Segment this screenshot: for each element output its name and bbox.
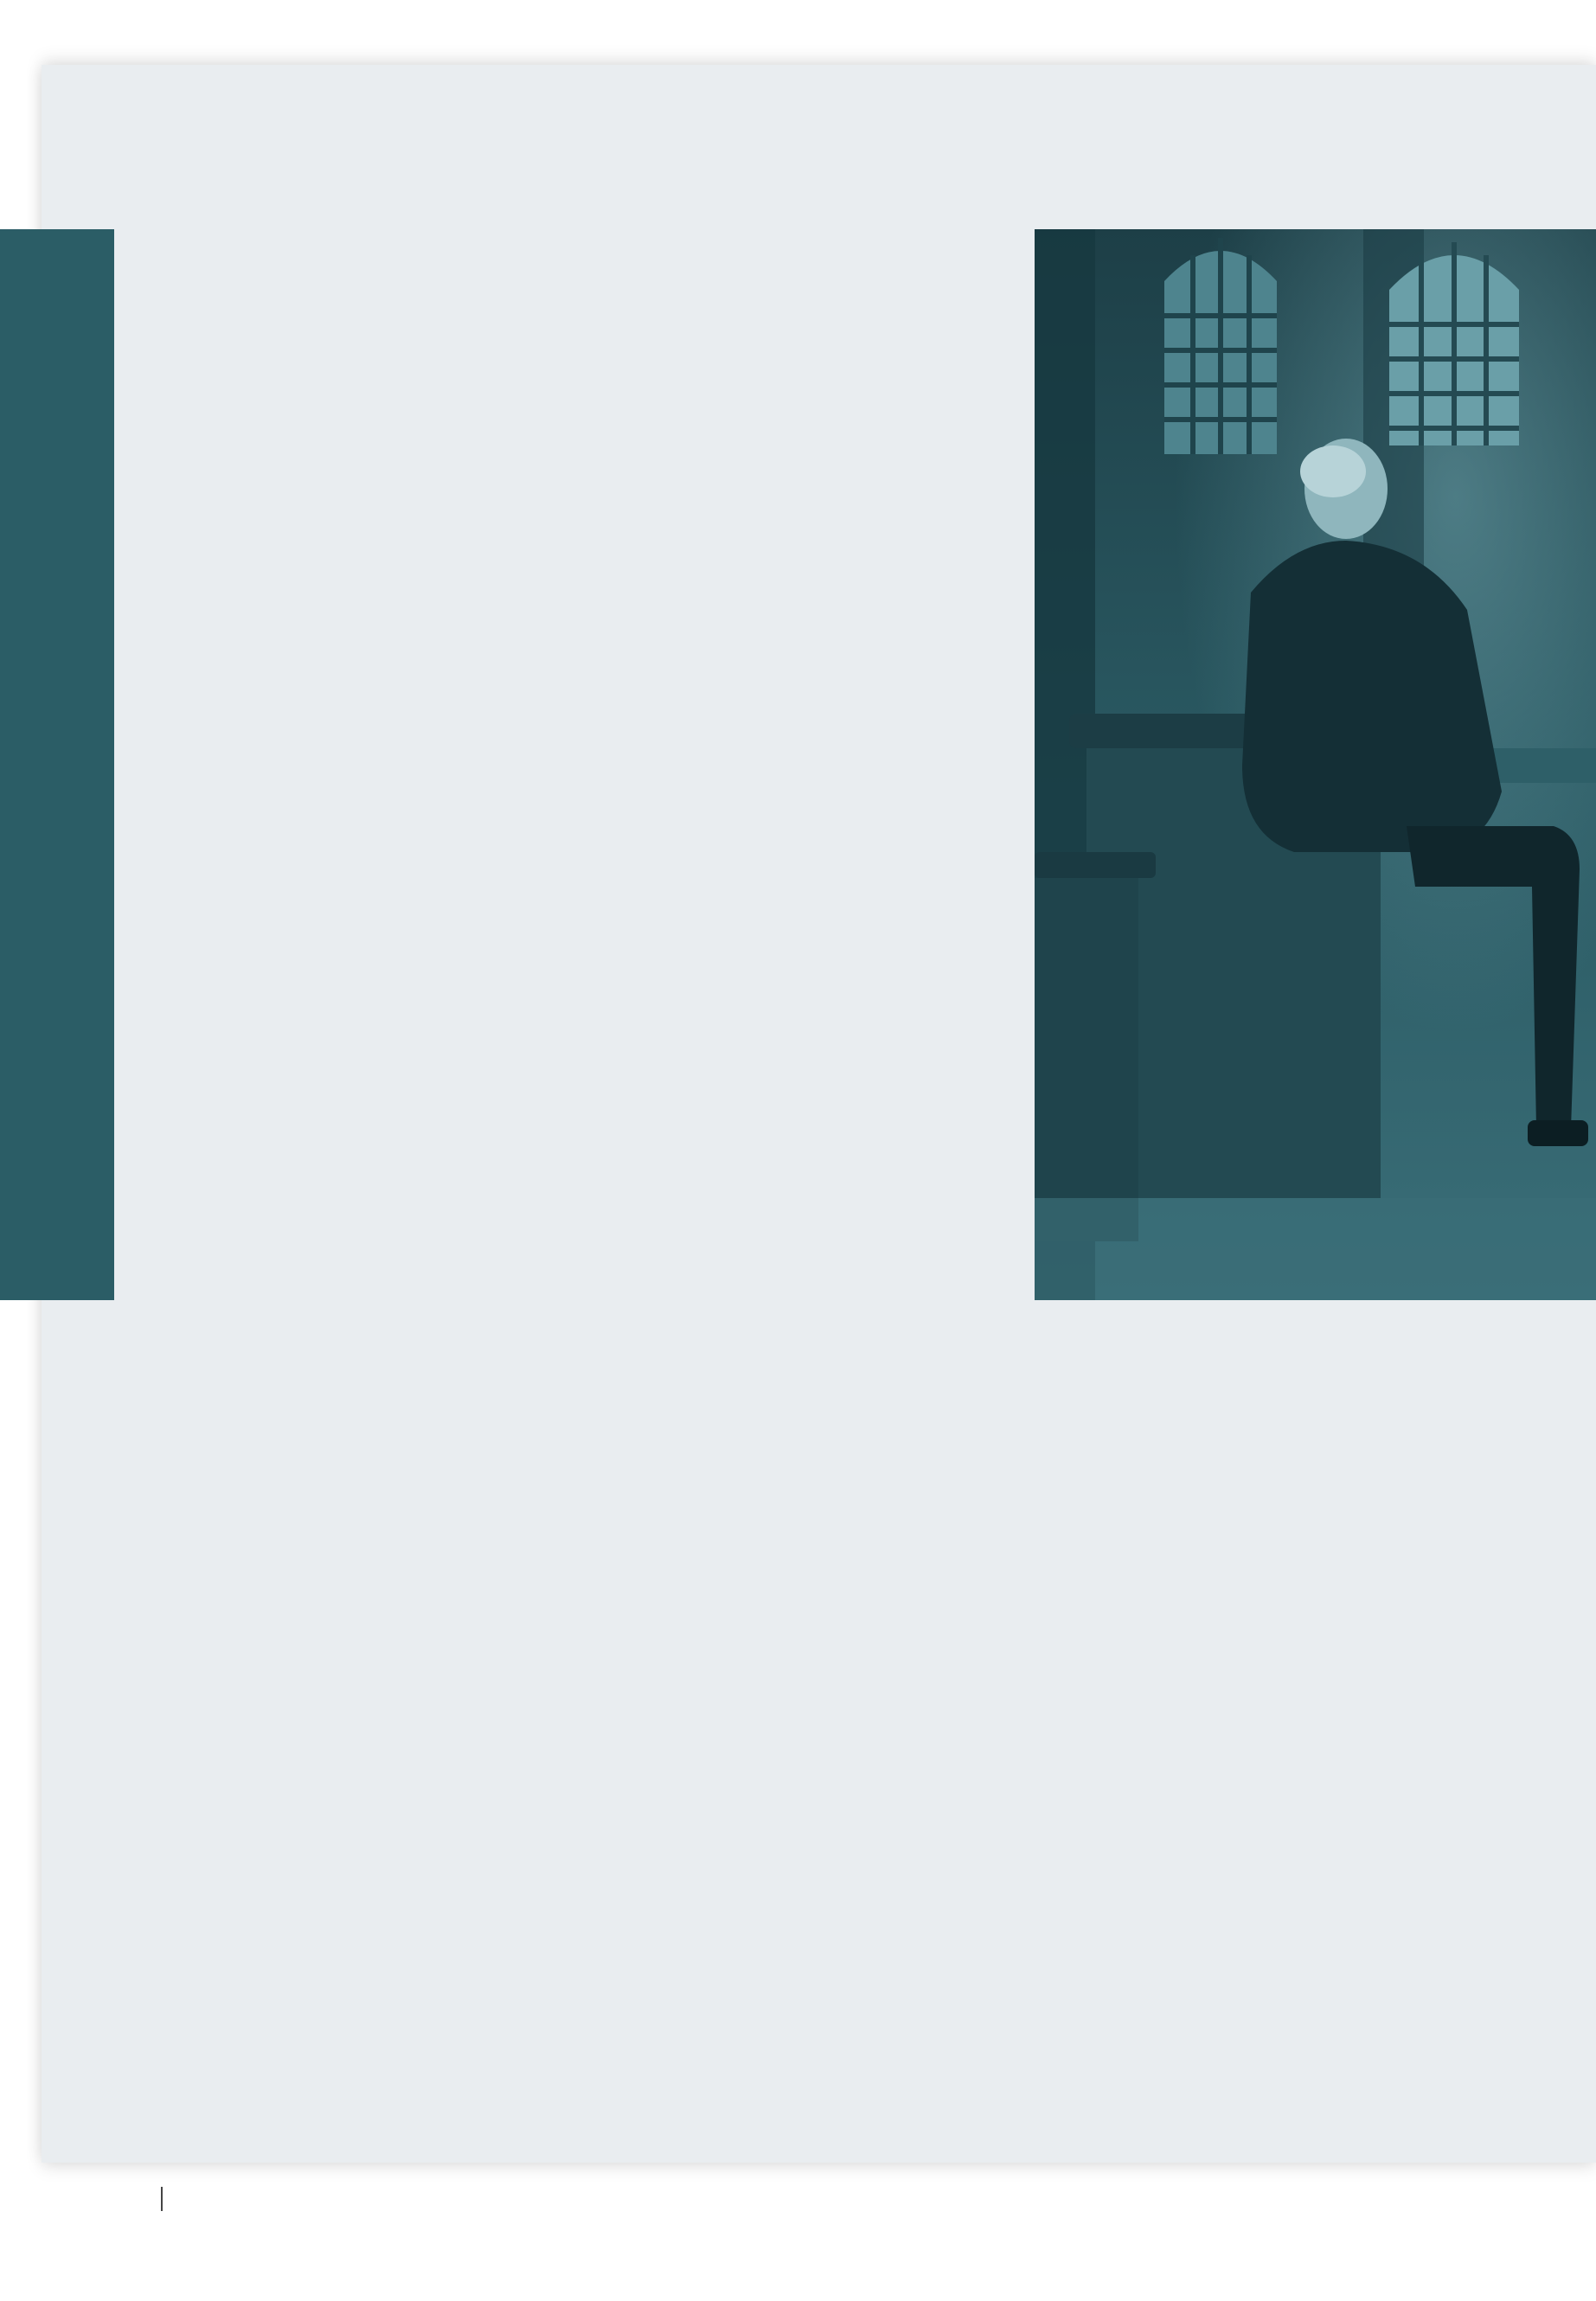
text-line xyxy=(190,756,571,794)
text-line xyxy=(611,1327,991,1365)
text-line xyxy=(611,642,991,680)
text-line xyxy=(190,413,571,452)
text-line xyxy=(611,756,991,794)
text-line xyxy=(190,1213,571,1251)
text-line xyxy=(190,1784,571,1822)
text-line xyxy=(611,490,991,528)
window-right xyxy=(1389,242,1519,445)
text-line xyxy=(611,1936,991,1974)
text-line xyxy=(611,1860,991,1898)
text-line xyxy=(611,1479,991,1517)
text-line xyxy=(190,1175,571,1213)
text-line xyxy=(190,946,571,984)
text-line xyxy=(190,1289,571,1327)
text-line xyxy=(190,261,571,299)
text-line xyxy=(190,1974,571,2012)
text-line xyxy=(190,1746,571,1784)
text-line xyxy=(190,1555,571,1593)
text-line xyxy=(611,566,991,604)
text-line xyxy=(190,1708,571,1746)
text-line xyxy=(611,1822,991,1860)
article-column-2 xyxy=(611,223,991,2088)
text-line xyxy=(611,946,991,984)
footer-divider xyxy=(161,2187,163,2211)
text-line xyxy=(611,1441,991,1479)
text-line xyxy=(611,908,991,946)
text-line xyxy=(611,1746,991,1784)
text-line xyxy=(190,908,571,946)
text-line xyxy=(190,452,571,490)
text-line xyxy=(611,1784,991,1822)
text-line xyxy=(190,299,571,337)
text-line xyxy=(190,1137,571,1175)
text-line xyxy=(611,1631,991,1670)
text-line xyxy=(190,490,571,528)
text-line xyxy=(611,832,991,870)
text-line xyxy=(190,832,571,870)
text-line xyxy=(611,1670,991,1708)
text-line xyxy=(611,1708,991,1746)
text-line xyxy=(611,1022,991,1061)
text-line xyxy=(611,337,991,375)
text-line xyxy=(190,718,571,756)
text-line xyxy=(190,1061,571,1099)
text-line xyxy=(611,794,991,832)
accent-bar xyxy=(0,229,114,1300)
text-line xyxy=(190,1365,571,1403)
text-line xyxy=(611,1251,991,1289)
text-line xyxy=(190,642,571,680)
text-line xyxy=(611,1061,991,1099)
text-line xyxy=(190,1327,571,1365)
text-line xyxy=(190,1822,571,1860)
text-line xyxy=(190,1670,571,1708)
text-line xyxy=(190,1403,571,1441)
text-line xyxy=(190,870,571,908)
text-line xyxy=(190,1593,571,1631)
text-line xyxy=(611,1403,991,1441)
text-line xyxy=(190,566,571,604)
article-column-1 xyxy=(190,223,571,2088)
text-line xyxy=(611,1974,991,2012)
section-heading xyxy=(611,604,991,642)
text-line xyxy=(611,1555,991,1593)
church-photo xyxy=(1035,229,1596,1300)
text-line xyxy=(190,604,571,642)
text-line xyxy=(611,680,991,718)
text-line xyxy=(611,1137,991,1175)
text-line xyxy=(611,984,991,1022)
text-line xyxy=(611,1593,991,1631)
text-line xyxy=(190,223,571,261)
text-line xyxy=(190,1517,571,1555)
text-line xyxy=(611,223,991,261)
text-line xyxy=(611,375,991,413)
text-line xyxy=(611,1213,991,1251)
text-line xyxy=(611,528,991,566)
text-line xyxy=(190,984,571,1022)
text-line xyxy=(611,2012,991,2050)
text-line xyxy=(190,1898,571,1936)
text-line xyxy=(190,1022,571,1061)
text-line xyxy=(611,1289,991,1327)
window-left xyxy=(1164,238,1277,454)
text-line xyxy=(190,1936,571,1974)
text-line xyxy=(190,2012,571,2050)
text-line xyxy=(190,2050,571,2088)
text-line xyxy=(611,1365,991,1403)
text-line xyxy=(611,261,991,299)
text-line xyxy=(190,1860,571,1898)
text-line xyxy=(611,870,991,908)
text-line xyxy=(611,2050,991,2088)
text-line xyxy=(611,1099,991,1137)
text-line xyxy=(611,413,991,452)
text-line xyxy=(190,1631,571,1670)
text-line xyxy=(611,1175,991,1213)
text-line xyxy=(611,452,991,490)
text-line xyxy=(190,680,571,718)
text-line xyxy=(190,794,571,832)
text-line xyxy=(190,1099,571,1137)
text-line xyxy=(190,375,571,413)
text-line xyxy=(190,1479,571,1517)
text-line xyxy=(190,337,571,375)
text-line xyxy=(190,1441,571,1479)
photo-illustration xyxy=(1035,229,1596,1300)
text-line xyxy=(190,1251,571,1289)
text-line xyxy=(190,528,571,566)
text-line xyxy=(611,299,991,337)
page-footer xyxy=(149,2183,176,2214)
text-line xyxy=(611,1517,991,1555)
text-line xyxy=(611,1898,991,1936)
text-line xyxy=(611,718,991,756)
